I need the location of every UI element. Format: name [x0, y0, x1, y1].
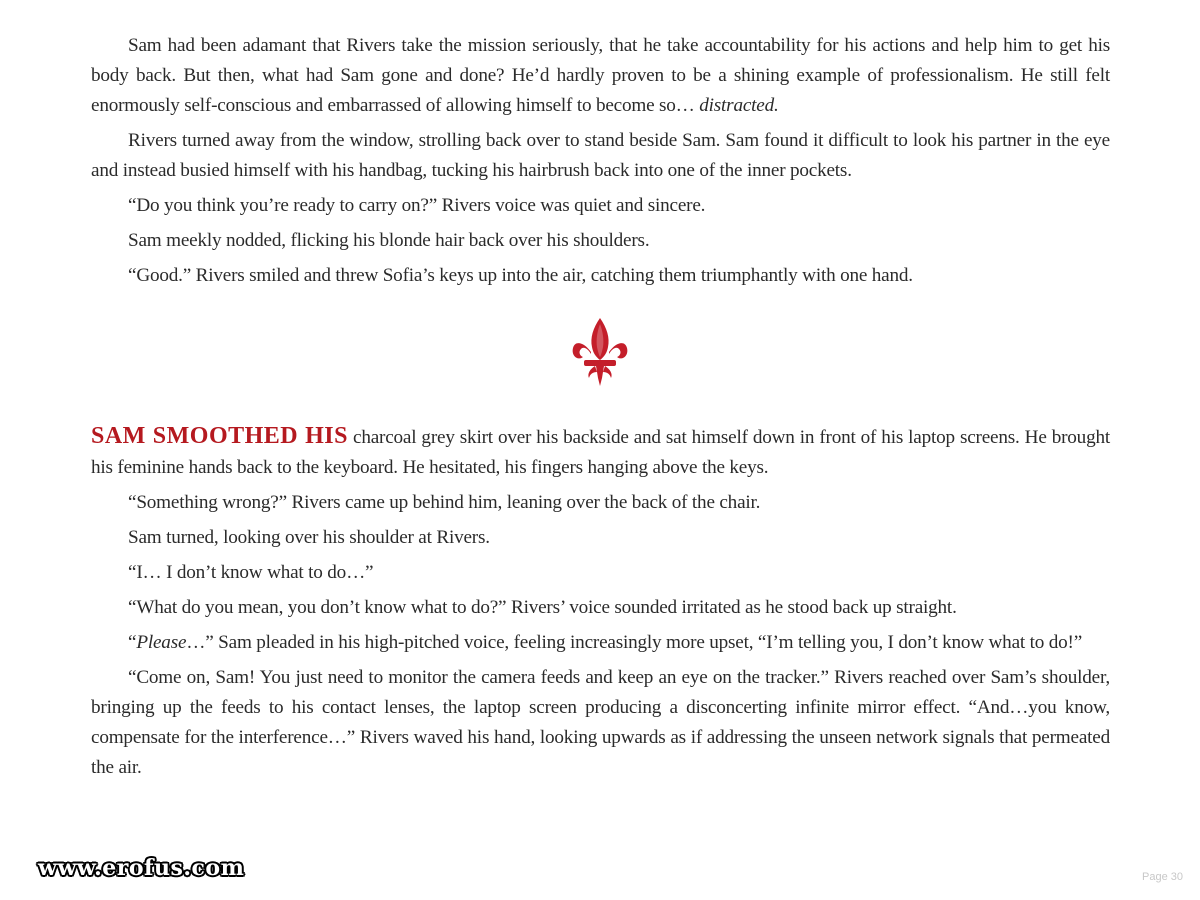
paragraph: Rivers turned away from the window, strolling back over to stand beside Sam. Sam found it difficult to look his partner in the eye and instead busied himself with his handbag, tucking his hairbrush back into one of the inner pockets.: [91, 130, 1110, 181]
site-watermark: www.erofus.com: [38, 855, 245, 881]
emphasis-text: distracted.: [699, 95, 779, 116]
paragraph: [91, 421, 1110, 483]
paragraph: “Come on, Sam! You just need to monitor the camera feeds and keep an eye on the tracker.” Rivers reached over Sam’s shoulder, bringing up the feeds to his contact lenses, the laptop screen producing a disconcerting infinite mirror effect. “And…you know, compensate for the interference…” Rivers waved his hand, looking upwards as if addressing the unseen network signals that permeated the air.: [91, 667, 1110, 778]
section-two: [91, 421, 1110, 788]
paragraph-text: …” Sam pleaded in his high-pitched voice, feeling increasingly more upset, “I’m telling you, I don’t know what to do!”: [186, 632, 1083, 653]
paragraph: “Good.” Rivers smiled and threw Sofia’s keys up into the air, catching them triumphantly with one hand.: [128, 265, 913, 286]
paragraph: “I… I don’t know what to do…”: [128, 562, 374, 583]
paragraph: “What do you mean, you don’t know what to do?” Rivers’ voice sounded irritated as he stood back up straight.: [128, 597, 957, 618]
paragraph: Sam meekly nodded, flicking his blonde hair back over his shoulders.: [128, 230, 650, 251]
page-number: Page 30: [1142, 871, 1183, 883]
paragraph: Sam turned, looking over his shoulder at Rivers.: [128, 527, 490, 548]
section-one: [91, 31, 1110, 296]
paragraph-text: charcoal grey skirt over his backside and sat himself down in front of his laptop screens. He brought his feminine hands back to the keyboard. He hesitated, his fingers hanging above the keys.: [91, 427, 1110, 478]
paragraph: “Something wrong?” Rivers came up behind him, leaning over the back of the chair.: [128, 492, 761, 513]
emphasis-text: Please: [136, 632, 187, 653]
chapter-lead-in: SAM SMOOTHED HIS: [91, 423, 348, 449]
paragraph: [91, 628, 1110, 658]
paragraph: [91, 31, 1110, 121]
paragraph-text: “: [128, 632, 137, 653]
fleur-de-lis-icon: [571, 316, 629, 388]
paragraph-text: Sam had been adamant that Rivers take the mission seriously, that he take accountability for his actions and help him to get his body back. But then, what had Sam gone and done? He’d hardly proven to be a shining example of professionalism. He still felt enormously self-conscious and embarrassed of allowing himself to become so…: [91, 35, 1110, 116]
paragraph: “Do you think you’re ready to carry on?” Rivers voice was quiet and sincere.: [128, 195, 706, 216]
